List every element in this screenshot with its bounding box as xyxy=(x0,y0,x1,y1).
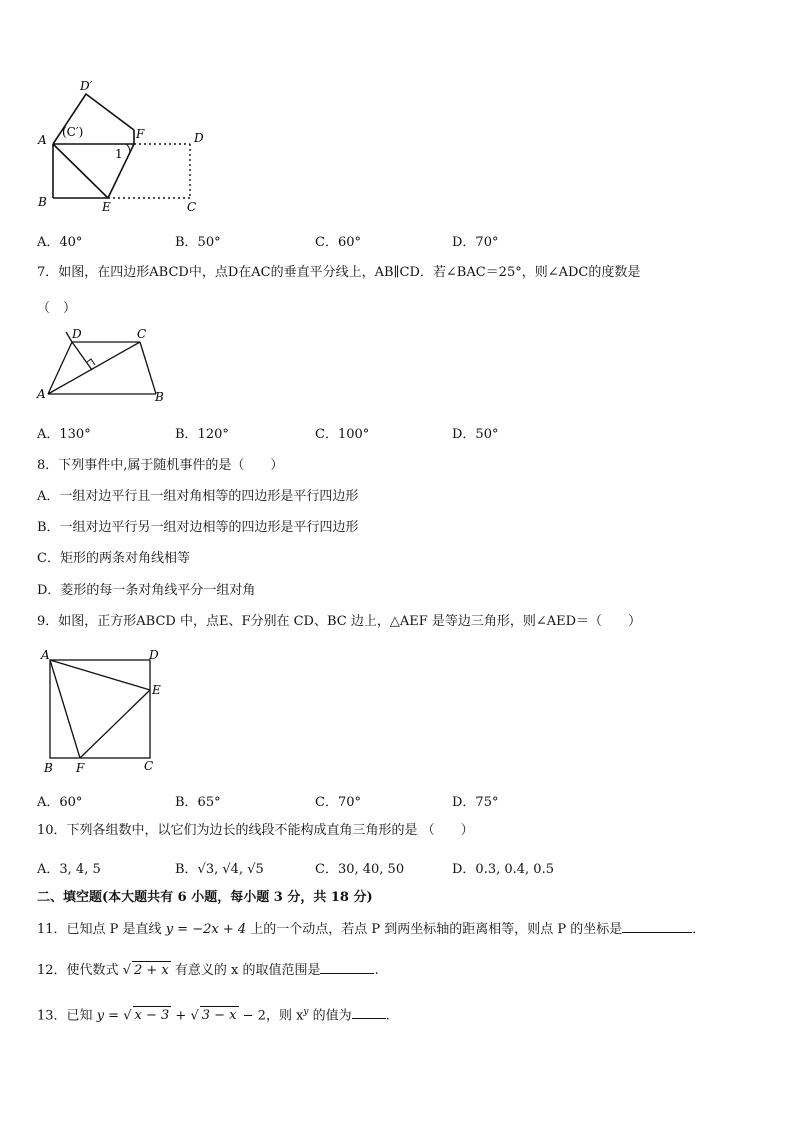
q9-label-a: A xyxy=(41,648,50,662)
q9-option-a: A．60° xyxy=(37,795,83,810)
q10-option-a: A．3, 4, 5 xyxy=(37,862,101,877)
q8-stem: 8．下列事件中,属于随机事件的是（ ） xyxy=(37,458,284,473)
q6-option-b: B．50° xyxy=(175,235,221,250)
q13-text-post: 的值为 xyxy=(308,1008,352,1024)
q7-figure xyxy=(34,326,174,406)
q13-stem xyxy=(37,1003,390,1025)
q6-option-a: A．40° xyxy=(37,235,83,250)
q13-radicand-1: x − 3 xyxy=(134,1008,170,1024)
q7-stem: 7．如图，在四边形ABCD中，点D在AC的垂直平分线上，AB∥CD．若∠BAC＝25°，则∠ADC的度数是 xyxy=(37,265,641,280)
q11-text-end: ． xyxy=(692,922,706,937)
q13-radicand-2: 3 − x xyxy=(201,1008,237,1024)
q9-label-e: E xyxy=(152,683,161,697)
q13-text-pre: 13．已知 xyxy=(37,1008,97,1024)
section-heading-fill-in: 二、填空题(本大题共有 6 小题，每小题 3 分，共 18 分) xyxy=(37,890,373,905)
q12-text-end: . xyxy=(374,963,379,978)
q9-label-b: B xyxy=(44,761,53,775)
q11-equation: y = −2x + 4 xyxy=(165,922,247,937)
q9-figure xyxy=(36,646,166,776)
q6-label-d: D xyxy=(194,131,204,145)
q10-option-c: C．30, 40, 50 xyxy=(315,862,405,877)
q13-plus: + xyxy=(171,1008,191,1024)
q13-answer-blank[interactable] xyxy=(352,1006,386,1019)
q8-option-b: B．一组对边平行另一组对边相等的四边形是平行四边形 xyxy=(37,520,359,535)
q12-answer-blank[interactable] xyxy=(320,961,374,974)
q9-label-f: F xyxy=(76,761,85,775)
q7-label-d: D xyxy=(72,327,82,341)
q9-option-c: C．70° xyxy=(315,795,361,810)
q12-radicand: 2 + x xyxy=(133,963,169,978)
q11-text-pre: 11．已知点 P 是直线 xyxy=(37,922,166,937)
q8-option-c: C．矩形的两条对角线相等 xyxy=(37,551,190,566)
q6-label-b: B xyxy=(38,195,47,209)
q9-label-c: C xyxy=(144,759,154,773)
q13-eq-y: y = xyxy=(96,1008,124,1024)
q13-sqrt-sign-1: √ xyxy=(123,1008,132,1024)
q7-label-b: B xyxy=(155,390,164,404)
q7-option-b: B．120° xyxy=(175,427,229,442)
q9-stem: 9．如图，正方形ABCD 中，点E、F分别在 CD、BC 边上，△AEF 是等边三角形，则∠AED＝（ ） xyxy=(37,614,642,629)
q13-sqrt-sign-2: √ xyxy=(190,1008,199,1024)
q9-option-d: D．75° xyxy=(452,795,499,810)
q13-tail: − 2 xyxy=(238,1008,266,1024)
q8-option-a: A．一组对边平行且一组对角相等的四边形是平行四边形 xyxy=(37,489,359,504)
q12-text-pre: 12．使代数式 xyxy=(37,963,123,978)
q11-text-post: 上的一个动点，若点 P 到两坐标轴的距离相等，则点 P 的坐标是 xyxy=(246,922,623,937)
q10-option-d: D．0.3, 0.4, 0.5 xyxy=(452,862,554,877)
q7-label-a: A xyxy=(37,387,46,401)
q12-text-mid: 有意义的 x 的取值范围是 xyxy=(170,963,321,978)
q9-label-d: D xyxy=(149,648,159,662)
q7-stem-paren: （ ） xyxy=(37,301,77,316)
q13-exponent: y xyxy=(303,1007,309,1017)
q7-option-a: A．130° xyxy=(37,427,91,442)
q7-label-c: C xyxy=(137,327,147,341)
q6-label-f: F xyxy=(136,127,145,141)
q6-label-cprime: (C′) xyxy=(62,125,84,139)
q6-label-e: E xyxy=(102,200,111,214)
q13-text-end: . xyxy=(385,1008,390,1024)
q8-option-d: D．菱形的每一条对角线平分一组对角 xyxy=(37,583,256,598)
q10-stem: 10．下列各组数中，以它们为边长的线段不能构成直角三角形的是 （ ） xyxy=(37,823,474,838)
q7-option-c: C．100° xyxy=(315,427,370,442)
q6-label-dprime: D′ xyxy=(80,79,93,93)
q10-option-b: B．√3, √4, √5 xyxy=(175,862,264,877)
q11-answer-blank[interactable] xyxy=(622,920,692,933)
q13-text-mid: ，则 x xyxy=(265,1008,304,1024)
q6-option-c: C．60° xyxy=(315,235,361,250)
q9-option-b: B．65° xyxy=(175,795,221,810)
q7-option-d: D．50° xyxy=(452,427,499,442)
q6-label-c: C xyxy=(187,200,197,214)
q6-figure xyxy=(34,78,214,214)
q6-label-angle1: 1 xyxy=(115,147,123,161)
q11-stem xyxy=(37,920,705,939)
q12-stem xyxy=(37,961,379,980)
q12-sqrt-sign: √ xyxy=(122,963,131,978)
q6-option-d: D．70° xyxy=(452,235,499,250)
q6-label-a: A xyxy=(38,133,47,147)
